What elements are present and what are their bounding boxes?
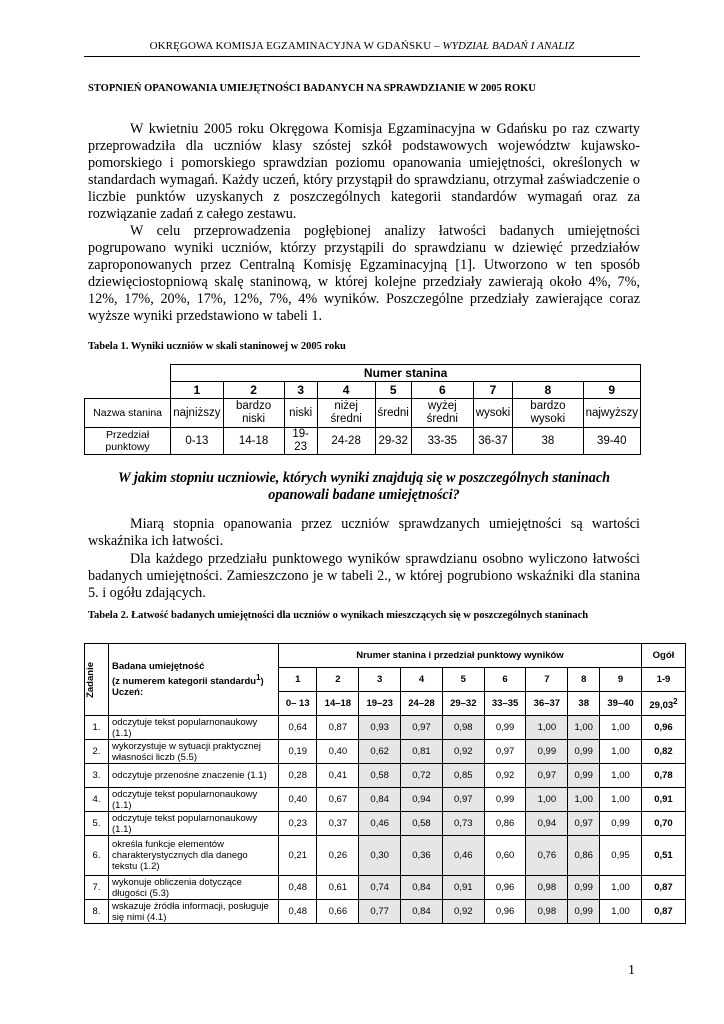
table1-name-label: Nazwa stanina xyxy=(85,399,171,428)
stanine-range-1: 0-13 xyxy=(171,428,223,455)
table2-stanine-number-3: 3 xyxy=(359,668,401,692)
table2-task-4: 4. xyxy=(85,788,109,812)
paragraph-1-text: W kwietniu 2005 roku Okręgowa Komisja Egzaminacyjna w Gdańsku po raz czwarty przeprowadziła dla uczniów klasy szóstej szkół podstawowych województw kujawsko-pomorskiego i pomorskiego sprawdzian poziomu opanowania umiejętności, określonych w standardach wymagań. Każdy uczeń, który przystąpił do sprawdzianu, otrzymał zaświadczenie o liczbie punktów uzyskanych z poszczególnych kategorii standardów wymagań oraz za rozwiązanie zadań z całego zestawu. xyxy=(88,121,640,222)
table2-value-r3-c5: 0,85 xyxy=(442,764,484,788)
table2-stanine-range-9: 39–40 xyxy=(600,692,642,716)
table2-value-r4-c8: 1,00 xyxy=(568,788,600,812)
table-row xyxy=(85,836,686,876)
table2-task-5: 5. xyxy=(85,812,109,836)
table-row xyxy=(85,812,686,836)
table2-value-r7-c1: 0,48 xyxy=(279,876,317,900)
paragraph-2 xyxy=(88,223,640,325)
table2-skill-8: wskazuje źródła informacji, posługuje się nimi (4.1) xyxy=(109,900,279,924)
table2-stanine-number-2: 2 xyxy=(317,668,359,692)
table2-value-r5-c1: 0,23 xyxy=(279,812,317,836)
stanine-number-3: 3 xyxy=(284,382,317,399)
table2-value-r2-c1: 0,19 xyxy=(279,740,317,764)
table2-total-header: Ogół xyxy=(641,644,685,668)
table-row xyxy=(85,900,686,924)
stanine-name-8: bardzo wysoki xyxy=(513,399,583,428)
stanine-number-9: 9 xyxy=(583,382,640,399)
table2-stanine-number-8: 8 xyxy=(568,668,600,692)
table2-value-r8-c2: 0,66 xyxy=(317,900,359,924)
table2-stanine-range-6: 33–35 xyxy=(484,692,526,716)
stanine-name-4: niżej średni xyxy=(317,399,375,428)
table2-value-r3-c8: 0,99 xyxy=(568,764,600,788)
table2-stanine-number-5: 5 xyxy=(442,668,484,692)
stanine-name-2: bardzo niski xyxy=(223,399,284,428)
table2-value-r5-c7: 0,94 xyxy=(526,812,568,836)
paragraph-1 xyxy=(88,121,640,223)
table2-skill-2: wykorzystuje w sytuacji praktycznej własności liczb (5.5) xyxy=(109,740,279,764)
stanine-range-6: 33-35 xyxy=(411,428,473,455)
table2-value-r8-c1: 0,48 xyxy=(279,900,317,924)
table2-value-r2-c2: 0,40 xyxy=(317,740,359,764)
header-dept: WYDZIAŁ BADAŃ I ANALIZ xyxy=(442,40,575,52)
table2-value-r6-c3: 0,30 xyxy=(359,836,401,876)
table2-value-r3-c4: 0,72 xyxy=(401,764,443,788)
table2-stanine-range-3: 19–23 xyxy=(359,692,401,716)
table2-value-r5-c4: 0,58 xyxy=(401,812,443,836)
table2-value-r6-c5: 0,46 xyxy=(442,836,484,876)
skill-header-line1: Badana umiejętność xyxy=(112,660,205,672)
table2-value-r1-c2: 0,87 xyxy=(317,716,359,740)
table2-task-3: 3. xyxy=(85,764,109,788)
table2-value-r7-c8: 0,99 xyxy=(568,876,600,900)
table2-value-r3-c9: 1,00 xyxy=(600,764,642,788)
table2-value-r7-c6: 0,96 xyxy=(484,876,526,900)
table2-value-r1-c5: 0,98 xyxy=(442,716,484,740)
table2-stanine-range-7: 36–37 xyxy=(526,692,568,716)
table2-stanine-range-4: 24–28 xyxy=(401,692,443,716)
table2-value-r8-c3: 0,77 xyxy=(359,900,401,924)
table2-value-r1-c4: 0,97 xyxy=(401,716,443,740)
table2-total-r3: 0,78 xyxy=(641,764,685,788)
table2-value-r5-c3: 0,46 xyxy=(359,812,401,836)
table2-value-r2-c4: 0,81 xyxy=(401,740,443,764)
table2-total-points-value: 29,03 xyxy=(649,700,674,712)
table2-stanine-range-1: 0– 13 xyxy=(279,692,317,716)
table2-skill-7: wykonuje obliczenia dotyczące długości (5.3) xyxy=(109,876,279,900)
stanine-name-3: niski xyxy=(284,399,317,428)
table2-value-r7-c9: 1,00 xyxy=(600,876,642,900)
paragraph-3-text: Miarą stopnia opanowania przez uczniów sprawdzanych umiejętności są wartości wskaźnika ich łatwości. xyxy=(88,516,640,549)
table2-value-r7-c2: 0,61 xyxy=(317,876,359,900)
paragraph-3 xyxy=(88,516,640,550)
table2-value-r6-c1: 0,21 xyxy=(279,836,317,876)
table2-task-8: 8. xyxy=(85,900,109,924)
table2-value-r4-c5: 0,97 xyxy=(442,788,484,812)
table2-total-r7: 0,87 xyxy=(641,876,685,900)
table2-value-r6-c4: 0,36 xyxy=(401,836,443,876)
table2-value-r3-c6: 0,92 xyxy=(484,764,526,788)
table2-task-1: 1. xyxy=(85,716,109,740)
table1-range-label: Przedział punktowy xyxy=(85,428,171,455)
table2-value-r7-c3: 0,74 xyxy=(359,876,401,900)
table2-total-r1: 0,96 xyxy=(641,716,685,740)
table2-task-header xyxy=(85,644,109,716)
table2-total-points-sup: 2 xyxy=(673,696,678,706)
table2-value-r1-c9: 1,00 xyxy=(600,716,642,740)
table2-value-r4-c9: 1,00 xyxy=(600,788,642,812)
skill-header-line4: Uczeń: xyxy=(112,687,144,699)
table2-stanin-header: Nrumer stanina i przedział punktowy wyników xyxy=(279,644,642,668)
page-number: 1 xyxy=(628,963,635,978)
table2-value-r7-c5: 0,91 xyxy=(442,876,484,900)
table-row xyxy=(85,716,686,740)
stanine-number-7: 7 xyxy=(473,382,513,399)
table2-stanine-number-1: 1 xyxy=(279,668,317,692)
table2-value-r6-c8: 0,86 xyxy=(568,836,600,876)
table2-value-r5-c9: 0,99 xyxy=(600,812,642,836)
table-row xyxy=(85,764,686,788)
stanine-name-9: najwyższy xyxy=(583,399,640,428)
skill-header-sup: 1 xyxy=(256,672,261,682)
table2-value-r1-c7: 1,00 xyxy=(526,716,568,740)
skill-header-line2: (z numerem kategorii standardu xyxy=(112,676,257,688)
stanine-name-6: wyżej średni xyxy=(411,399,473,428)
table2-value-r2-c9: 1,00 xyxy=(600,740,642,764)
table2-value-r3-c3: 0,58 xyxy=(359,764,401,788)
table1-top-header: Numer stanina xyxy=(171,365,641,382)
table2-value-r6-c6: 0,60 xyxy=(484,836,526,876)
table2-value-r5-c2: 0,37 xyxy=(317,812,359,836)
stanine-range-8: 38 xyxy=(513,428,583,455)
table2-skill-6: określa funkcje elementów charakterystycznych dla danego tekstu (1.2) xyxy=(109,836,279,876)
table2-value-r3-c7: 0,97 xyxy=(526,764,568,788)
table2-value-r2-c6: 0,97 xyxy=(484,740,526,764)
table2-task-7: 7. xyxy=(85,876,109,900)
table2-skill-3: odczytuje przenośne znaczenie (1.1) xyxy=(109,764,279,788)
table2-value-r8-c7: 0,98 xyxy=(526,900,568,924)
table2-stanine-number-7: 7 xyxy=(526,668,568,692)
table2-skill-4: odczytuje tekst popularnonaukowy (1.1) xyxy=(109,788,279,812)
table2-value-r2-c8: 0,99 xyxy=(568,740,600,764)
table2-value-r2-c5: 0,92 xyxy=(442,740,484,764)
stanine-number-8: 8 xyxy=(513,382,583,399)
header-org: OKRĘGOWA KOMISJA EGZAMINACYJNA W GDAŃSKU – xyxy=(149,40,443,52)
table2-value-r4-c1: 0,40 xyxy=(279,788,317,812)
stanine-name-7: wysoki xyxy=(473,399,513,428)
table1-name-row xyxy=(85,399,641,428)
skill-header-close: ) xyxy=(260,676,264,688)
table2-value-r8-c6: 0,96 xyxy=(484,900,526,924)
table2-task-2: 2. xyxy=(85,740,109,764)
table2-stanine-range-5: 29–32 xyxy=(442,692,484,716)
table2-value-r4-c7: 1,00 xyxy=(526,788,568,812)
table2-value-r4-c4: 0,94 xyxy=(401,788,443,812)
table2-value-r3-c1: 0,28 xyxy=(279,764,317,788)
table2-value-r2-c7: 0,99 xyxy=(526,740,568,764)
stanine-number-2: 2 xyxy=(223,382,284,399)
table2-skill-header xyxy=(109,644,279,716)
table2-total-points xyxy=(641,692,685,716)
table2-total-r6: 0,51 xyxy=(641,836,685,876)
table2-value-r6-c9: 0,95 xyxy=(600,836,642,876)
table2-skill-5: odczytuje tekst popularnonaukowy (1.1) xyxy=(109,812,279,836)
table2-body xyxy=(85,716,686,924)
table2-value-r8-c9: 1,00 xyxy=(600,900,642,924)
stanine-range-3: 19-23 xyxy=(284,428,317,455)
table2-caption: Tabela 2. Łatwość badanych umiejętności dla uczniów o wynikach mieszczących się w poszczególnych staninach xyxy=(88,610,589,621)
table-row xyxy=(85,876,686,900)
table2-value-r5-c6: 0,86 xyxy=(484,812,526,836)
stanine-number-5: 5 xyxy=(375,382,411,399)
table2-stanine-number-9: 9 xyxy=(600,668,642,692)
table2-value-r6-c7: 0,76 xyxy=(526,836,568,876)
stanine-number-6: 6 xyxy=(411,382,473,399)
stanine-name-5: średni xyxy=(375,399,411,428)
table2-task-header-text: Zadanie xyxy=(85,661,96,698)
table2-value-r7-c7: 0,98 xyxy=(526,876,568,900)
table1-number-row xyxy=(85,382,641,399)
table2-stanine-range-8: 38 xyxy=(568,692,600,716)
stanine-range-7: 36-37 xyxy=(473,428,513,455)
table2-value-r8-c5: 0,92 xyxy=(442,900,484,924)
table2-value-r5-c5: 0,73 xyxy=(442,812,484,836)
table2-task-6: 6. xyxy=(85,836,109,876)
table2-value-r8-c4: 0,84 xyxy=(401,900,443,924)
table2-value-r1-c8: 1,00 xyxy=(568,716,600,740)
table1-corner xyxy=(85,365,171,382)
table2-total-r4: 0,91 xyxy=(641,788,685,812)
table-row xyxy=(85,740,686,764)
page-header xyxy=(84,40,640,57)
stanine-range-2: 14-18 xyxy=(223,428,284,455)
table2-value-r1-c6: 0,99 xyxy=(484,716,526,740)
stanine-name-1: najniższy xyxy=(171,399,223,428)
table2-value-r4-c2: 0,67 xyxy=(317,788,359,812)
table2-total-r8: 0,87 xyxy=(641,900,685,924)
table2-value-r5-c8: 0,97 xyxy=(568,812,600,836)
stanine-range-9: 39-40 xyxy=(583,428,640,455)
table2-total-range: 1-9 xyxy=(641,668,685,692)
table1-caption: Tabela 1. Wyniki uczniów w skali staninowej w 2005 roku xyxy=(88,341,346,352)
table2-value-r8-c8: 0,99 xyxy=(568,900,600,924)
table2-stanine-number-6: 6 xyxy=(484,668,526,692)
paragraph-2-text: W celu przeprowadzenia pogłębionej analizy łatwości badanych umiejętności pogrupowano wyniki uczniów, którzy przystąpili do sprawdzianu w dziewięć przedziałów zaproponowanych przez Centralną Komisję Egzaminacyjną [1]. Utworzono w ten sposób dziewięciostopniową skalę staninową, w której kolejne przedziały zawierają około 4%, 7%, 12%, 17%, 20%, 17%, 12%, 7%, 4% wyników. Poszczególne przedziały zawierające coraz wyższe wyniki przedstawiono w tabeli 1. xyxy=(88,223,640,324)
table2-value-r6-c2: 0,26 xyxy=(317,836,359,876)
table2-total-r5: 0,70 xyxy=(641,812,685,836)
table2-stanine-number-4: 4 xyxy=(401,668,443,692)
document-title: STOPNIEŃ OPANOWANIA UMIEJĘTNOŚCI BADANYCH NA SPRAWDZIANIE W 2005 ROKU xyxy=(88,83,536,94)
table2-total-r2: 0,82 xyxy=(641,740,685,764)
table2-skill-1: odczytuje tekst popularnonaukowy (1.1) xyxy=(109,716,279,740)
table1-corner-2 xyxy=(85,382,171,399)
table2-value-r2-c3: 0,62 xyxy=(359,740,401,764)
table2-value-r1-c3: 0,93 xyxy=(359,716,401,740)
table2-value-r4-c3: 0,84 xyxy=(359,788,401,812)
stanine-number-4: 4 xyxy=(317,382,375,399)
section-question: W jakim stopniu uczniowie, których wyniki znajdują się w poszczególnych staninach opanowali badane umiejętności? xyxy=(117,470,611,503)
table2-value-r3-c2: 0,41 xyxy=(317,764,359,788)
stanine-table xyxy=(84,364,641,455)
table2-value-r7-c4: 0,84 xyxy=(401,876,443,900)
stanine-number-1: 1 xyxy=(171,382,223,399)
stanine-range-4: 24-28 xyxy=(317,428,375,455)
table-row xyxy=(85,788,686,812)
paragraph-4-text: Dla każdego przedziału punktowego wyników sprawdzianu osobno wyliczono łatwości badanych umiejętności. Zamieszczono je w tabeli 2., w której pogrubiono wskaźniki dla stanina 5. i ogółu zdających. xyxy=(88,551,640,601)
table2-value-r1-c1: 0,64 xyxy=(279,716,317,740)
stanine-range-5: 29-32 xyxy=(375,428,411,455)
table1-range-row xyxy=(85,428,641,455)
skills-table xyxy=(84,643,686,924)
table2-value-r4-c6: 0,99 xyxy=(484,788,526,812)
table2-stanine-range-2: 14–18 xyxy=(317,692,359,716)
paragraph-4 xyxy=(88,551,640,602)
